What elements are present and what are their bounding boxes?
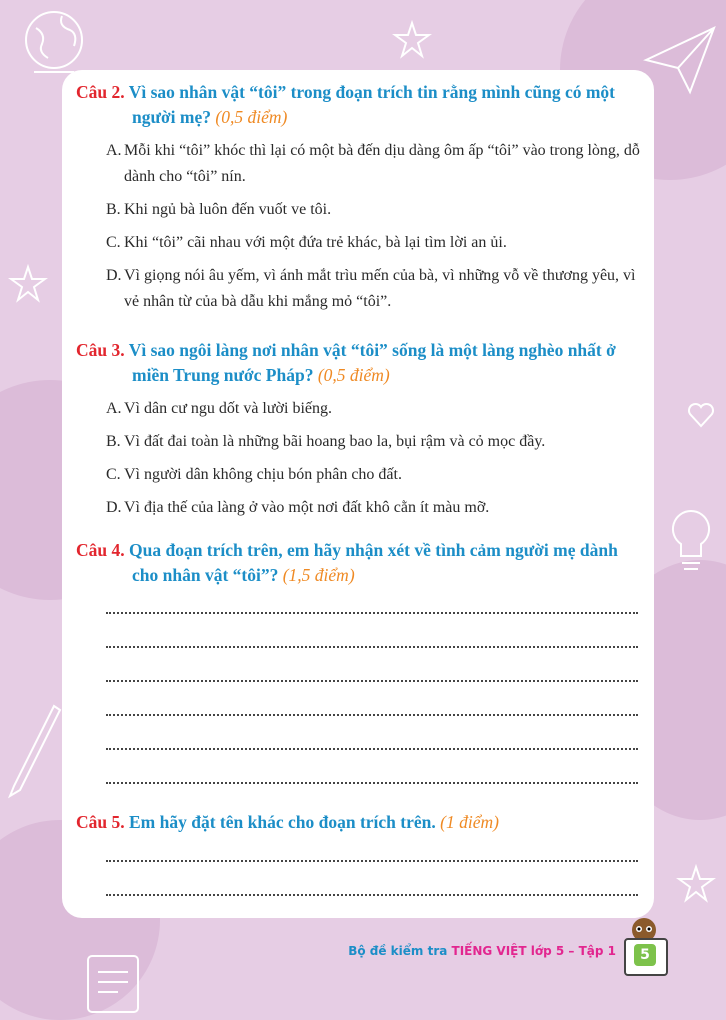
option-letter: A. <box>106 400 122 417</box>
answer-line[interactable] <box>106 748 638 750</box>
option-b[interactable] <box>76 429 644 455</box>
footer-title <box>348 944 616 958</box>
answer-line[interactable] <box>106 860 638 862</box>
question-number: Câu 4. <box>76 540 125 560</box>
option-letter: C. <box>106 234 121 251</box>
option-text: Vì người dân không chịu bón phân cho đất. <box>124 466 402 483</box>
question-3 <box>76 338 644 528</box>
answer-line[interactable] <box>106 894 638 896</box>
option-d[interactable] <box>76 263 644 315</box>
question-number: Câu 3. <box>76 340 125 360</box>
question-card <box>62 70 654 918</box>
question-number: Câu 5. <box>76 812 125 832</box>
page-number-box <box>624 938 668 976</box>
question-5-heading <box>76 810 644 835</box>
option-a[interactable] <box>76 138 644 190</box>
option-text: Khi “tôi” cãi nhau với một đứa trẻ khác, bà lại tìm lời an ủi. <box>124 234 507 251</box>
option-text: Vì giọng nói âu yếm, vì ánh mắt trìu mến của bà, vì những vỗ về thương yêu, vì vẻ nhân từ của bà dẫu khi mắng mỏ “tôi”. <box>124 267 636 310</box>
lightbulb-icon <box>666 505 716 585</box>
question-text: Vì sao nhân vật “tôi” trong đoạn trích tin rằng mình cũng có một người mẹ? <box>128 82 616 127</box>
option-c[interactable] <box>76 462 644 488</box>
footer-prefix: Bộ đề kiểm tra <box>348 944 452 958</box>
question-2 <box>76 80 644 322</box>
question-points: (1,5 điểm) <box>282 565 355 585</box>
option-letter: B. <box>106 433 121 450</box>
answer-options <box>76 396 644 521</box>
answer-options <box>76 138 644 315</box>
option-text: Vì đất đai toàn là những bãi hoang bao la, bụi rậm và cỏ mọc đầy. <box>124 433 546 450</box>
question-number: Câu 2. <box>76 82 125 102</box>
heart-icon <box>686 400 716 430</box>
option-letter: D. <box>106 267 122 284</box>
option-letter: D. <box>106 499 122 516</box>
footer-grade: lớp 5 – Tập 1 <box>526 944 616 958</box>
question-points: (1 điểm) <box>440 812 499 832</box>
option-c[interactable] <box>76 230 644 256</box>
notebook-icon <box>80 946 150 1016</box>
option-a[interactable] <box>76 396 644 422</box>
question-text: Qua đoạn trích trên, em hãy nhận xét về tình cảm người mẹ dành cho nhân vật “tôi”? <box>129 540 618 585</box>
answer-line[interactable] <box>106 612 638 614</box>
question-points: (0,5 điểm) <box>215 107 288 127</box>
star-icon <box>392 20 432 60</box>
star-icon <box>8 264 48 304</box>
star-icon <box>676 864 716 904</box>
page-number: 5 <box>634 944 656 966</box>
answer-line[interactable] <box>106 646 638 648</box>
question-2-heading <box>76 80 644 130</box>
answer-line[interactable] <box>106 714 638 716</box>
option-b[interactable] <box>76 197 644 223</box>
pencil-icon <box>4 700 64 800</box>
question-5 <box>76 810 644 835</box>
question-text: Vì sao ngôi làng nơi nhân vật “tôi” sống là một làng nghèo nhất ở miền Trung nước Pháp? <box>128 340 616 385</box>
answer-line[interactable] <box>106 782 638 784</box>
question-3-heading <box>76 338 644 388</box>
option-letter: A. <box>106 142 122 159</box>
option-d[interactable] <box>76 495 644 521</box>
question-4 <box>76 538 644 588</box>
answer-line[interactable] <box>106 680 638 682</box>
option-text: Vì dân cư ngu dốt và lười biếng. <box>124 400 332 417</box>
question-4-heading <box>76 538 644 588</box>
option-text: Mỗi khi “tôi” khóc thì lại có một bà đến dịu dàng ôm ấp “tôi” vào trong lòng, dỗ dành cho “tôi” nín. <box>124 142 640 185</box>
option-letter: B. <box>106 201 121 218</box>
option-text: Khi ngủ bà luôn đến vuốt ve tôi. <box>124 201 332 218</box>
question-text: Em hãy đặt tên khác cho đoạn trích trên. <box>129 812 436 832</box>
footer-subject: TIẾNG VIỆT <box>451 944 527 958</box>
option-letter: C. <box>106 466 121 483</box>
question-points: (0,5 điểm) <box>317 365 390 385</box>
option-text: Vì địa thế của làng ở vào một nơi đất khô cằn ít màu mỡ. <box>124 499 490 516</box>
